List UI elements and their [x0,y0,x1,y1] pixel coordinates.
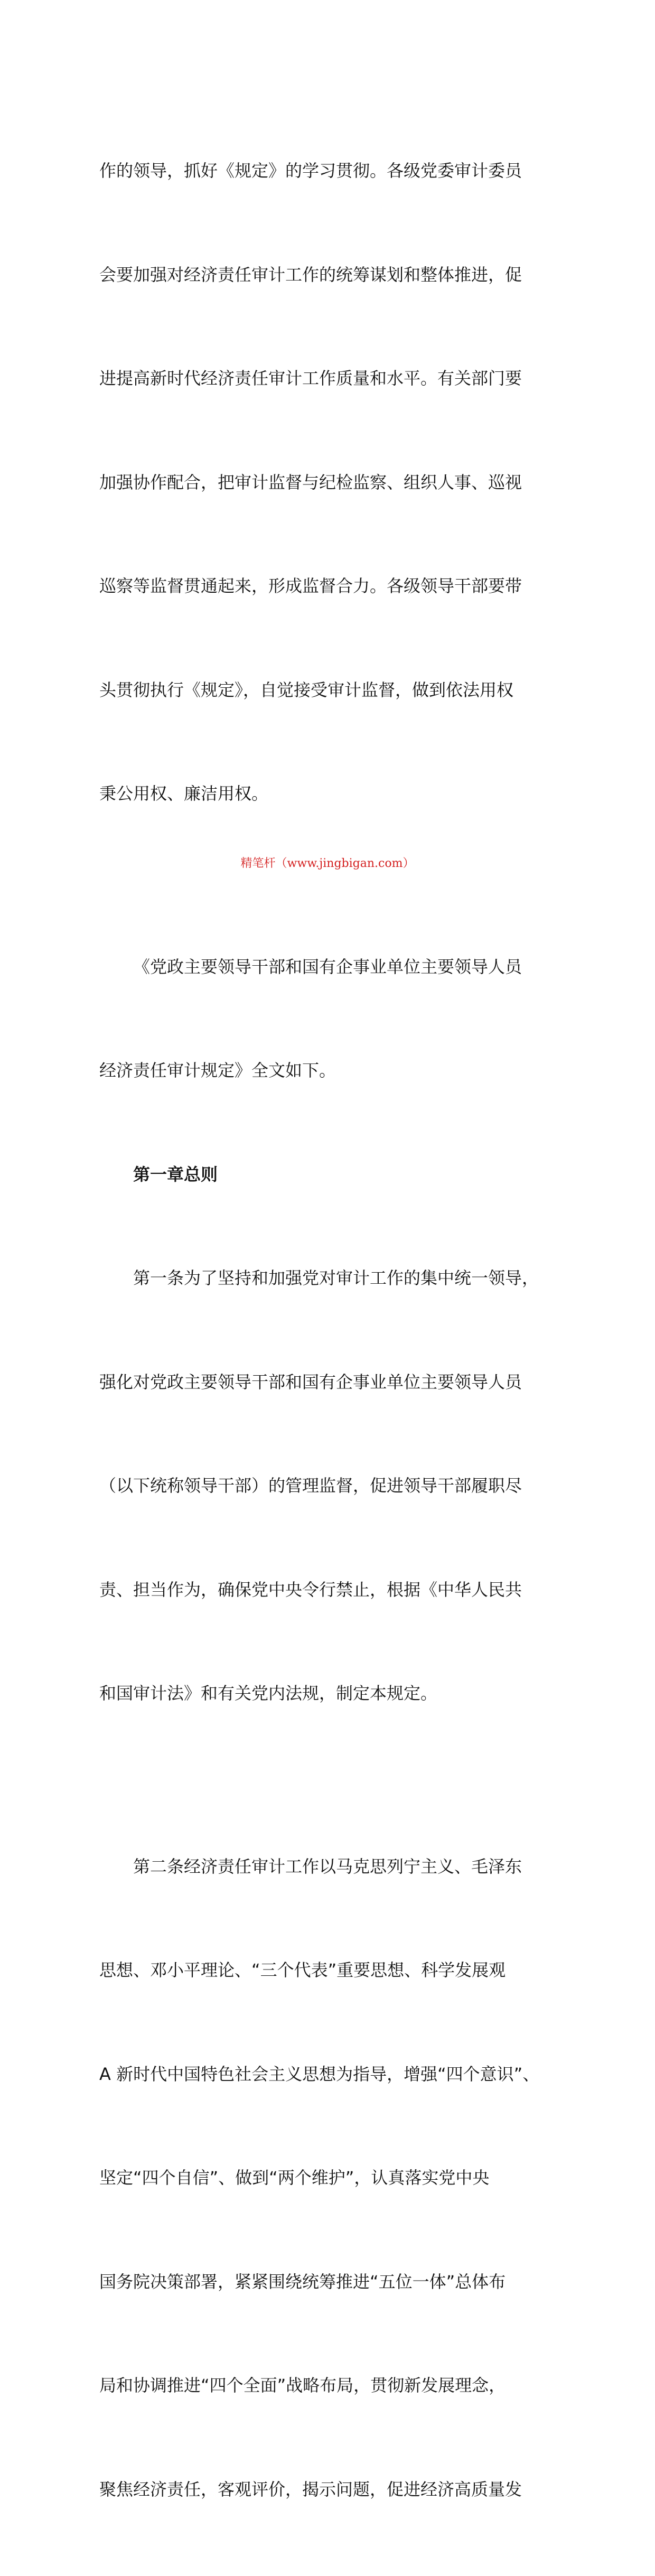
document-page [0,0,655,927]
document-body [99,85,575,2576]
chapter-heading: 第一章总则 [99,1158,575,1192]
text-line: A 新时代中国特色社会主义思想为指导，增强“四个意识”、 [99,2057,575,2092]
text-line: 局和协调推进“四个全面”战略布局，贯彻新发展理念， [99,2368,575,2403]
text-line: 第一条为了坚持和加强党对审计工作的集中统一领导， [99,1261,575,1296]
text-line: 经济责任审计规定》全文如下。 [99,1053,575,1088]
intro-paragraph-2 [99,881,575,1158]
text-line: 头贯彻执行《规定》，自觉接受审计监督，做到依法用权 [99,673,575,708]
text-line: 会要加强对经济责任审计工作的统筹谋划和整体推进，促 [99,258,575,293]
text-line: 和国审计法》和有关党内法规，制定本规定。 [99,1676,575,1711]
text-line: 思想、邓小平理论、“三个代表”重要思想、科学发展观 [99,1953,575,1988]
article-2 [99,1780,575,2576]
text-line: 作的领导，抓好《规定》的学习贯彻。各级党委审计委员 [99,154,575,189]
text-line: 强化对党政主要领导干部和国有企事业单位主要领导人员 [99,1365,575,1400]
text-line: 加强协作配合，把审计监督与纪检监察、组织人事、巡视 [99,465,575,500]
text-line: 进提高新时代经济责任审计工作质量和水平。有关部门要 [99,361,575,396]
text-line: 责、担当作为，确保党中央令行禁止，根据《中华人民共 [99,1573,575,1608]
text-line: （以下统称领导干部）的管理监督，促进领导干部履职尽 [99,1469,575,1504]
text-line: 《党政主要领导干部和国有企事业单位主要领导人员 [99,950,575,985]
text-line: 坚定“四个自信”、做到“两个维护”，认真落实党中央 [99,2161,575,2196]
text-line: 国务院决策部署，紧紧围绕统筹推进“五位一体”总体布 [99,2265,575,2300]
article-1 [99,1192,575,1780]
text-line: 聚焦经济责任，客观评价，揭示问题，促进经济高质量发 [99,2472,575,2507]
text-line: 巡察等监督贯通起来，形成监督合力。各级领导干部要带 [99,569,575,604]
text-line: 第二条经济责任审计工作以马克思列宁主义、毛泽东 [99,1850,575,1884]
text-line: 秉公用权、廉洁用权。 [99,777,575,811]
intro-paragraph-1 [99,85,575,881]
footer-watermark: 精笔杆（www.jingbigan.com） [0,854,655,871]
